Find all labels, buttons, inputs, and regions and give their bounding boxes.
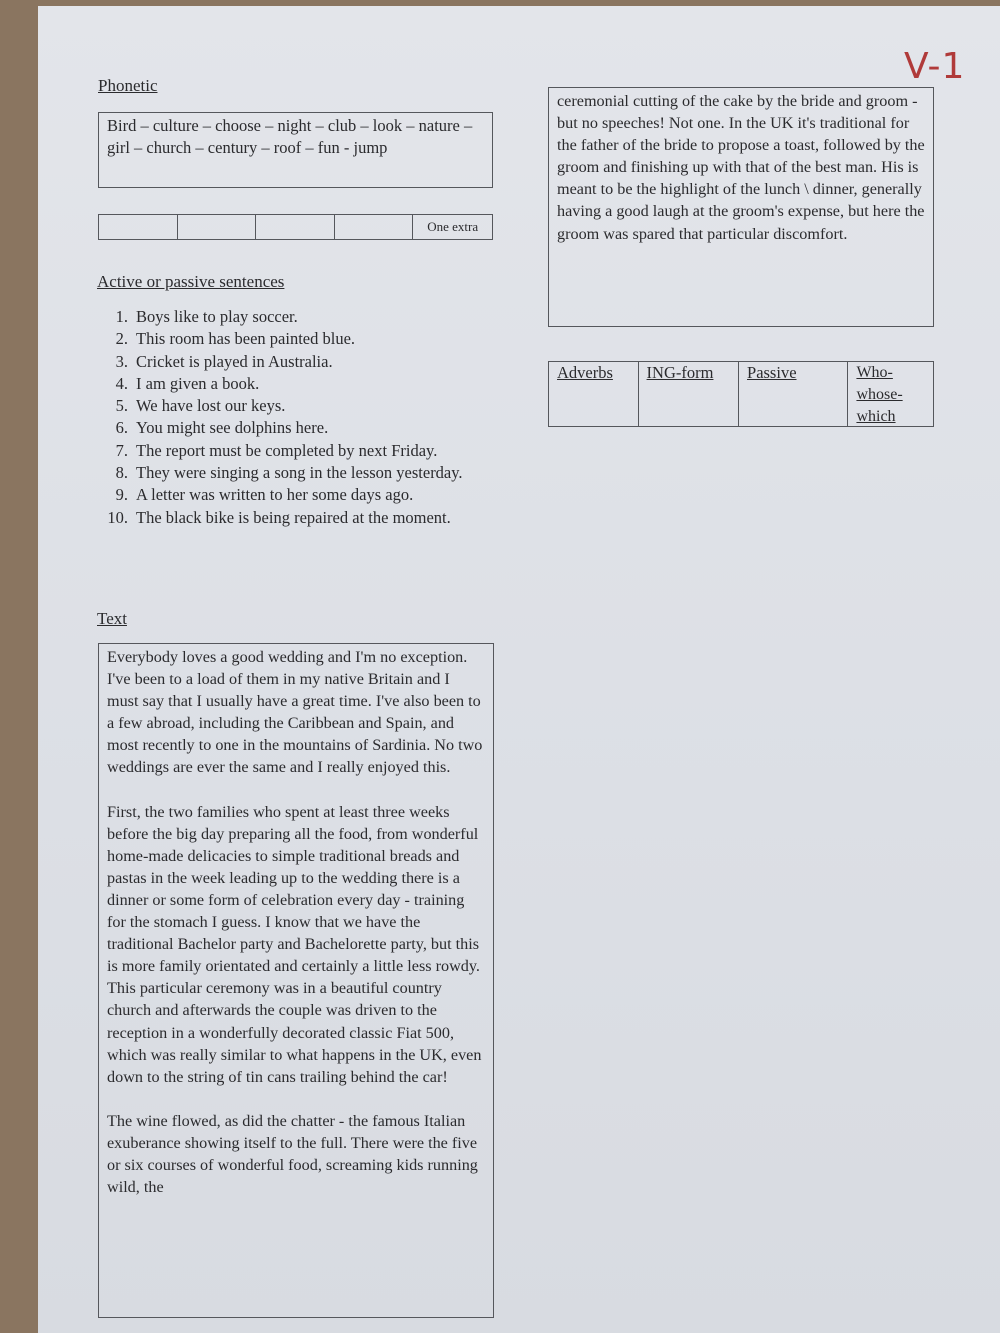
version-mark: V-1: [904, 46, 966, 87]
sentence-item: [98, 440, 498, 462]
sentence-text: The report must be completed by next Friday.: [136, 440, 438, 460]
sentence-text: We have lost our keys.: [136, 396, 286, 416]
text-paragraph-2: First, the two families who spent at least three weeks before the big day preparing all the food, from wonderful home-made delicacies to simple traditional breads and pastas in the week leading up to the wedding there is a dinner or some form of celebration every day - training for the stomach I guess. I know that we have the traditional Bachelor party and Bachelorette party, but this is more family orientated and certainly a little less rowdy. This particular ceremony was in a beautiful country church and afterwards the couple was driven to the reception in a wonderfully decorated classic Fiat 500, which was really similar to what happens in the UK, even down to the string of tin cans trailing behind the car!: [107, 802, 482, 1086]
grid-cell-one-extra[interactable]: [413, 215, 492, 239]
sentence-list: [98, 306, 498, 529]
sentence-text: The black bike is being repaired at the moment.: [136, 507, 451, 527]
sentence-number: 3.: [115, 351, 128, 371]
phonetic-heading: Phonetic: [98, 76, 158, 95]
grid-cell[interactable]: [178, 215, 257, 239]
sentence-text: Boys like to play soccer.: [136, 307, 298, 326]
continuation-text: ceremonial cutting of the cake by the bride and groom - but no speeches! Not one. In the UK it's traditional for the father of the bride to propose a toast, followed by the groom and finishing up with that of the best man. His is meant to be the highlight of the lunch \ dinner, generally having a good laugh at the groom's expense, but here the groom was spared that particular discomfort.: [557, 92, 925, 243]
text-paragraph-3: The wine flowed, as did the chatter - the famous Italian exuberance showing itself to the full. There were the five or six courses of wonderful food, screaming kids running wild, the: [107, 1111, 478, 1197]
sentence-item: [98, 462, 498, 484]
continuation-text-box: [548, 87, 934, 327]
reading-text-box: [98, 643, 494, 1318]
sentence-number: 7.: [115, 440, 128, 460]
sentence-text: You might see dolphins here.: [136, 418, 329, 438]
category-table: [548, 361, 934, 427]
active-passive-heading: Active or passive sentences: [97, 272, 285, 291]
sentence-item: [98, 351, 498, 373]
sentence-item: [98, 484, 498, 506]
sentence-item: [98, 507, 498, 529]
sentence-item: [98, 373, 498, 395]
sentence-number: 4.: [115, 373, 128, 393]
category-adverbs[interactable]: Adverbs: [549, 362, 639, 426]
phonetic-word-box: [98, 112, 493, 188]
category-passive[interactable]: Passive: [739, 362, 848, 426]
sentence-number: 6.: [115, 418, 128, 438]
grid-cell[interactable]: [256, 215, 335, 239]
sentence-text: Cricket is played in Australia.: [136, 351, 333, 371]
sentence-number: 2.: [115, 329, 128, 349]
category-ing-form[interactable]: ING-form: [639, 362, 739, 426]
sentence-number: 5.: [115, 396, 128, 416]
sentence-text: A letter was written to her some days ago.: [136, 485, 414, 505]
grid-cell[interactable]: [99, 215, 178, 239]
sentence-number: 1.: [115, 307, 128, 326]
grid-cell[interactable]: [335, 215, 414, 239]
sentence-number: 8.: [115, 463, 128, 483]
sentence-text: I am given a book.: [136, 373, 260, 393]
sentence-number: 9.: [115, 485, 128, 505]
sentence-item: [98, 306, 498, 328]
phonetic-answer-grid: [98, 214, 493, 240]
text-paragraph-1: Everybody loves a good wedding and I'm no exception. I've been to a load of them in my native Britain and I must say that I usually have a great time. I've also been to a few abroad, including the Caribbean and Spain, and most recently to one in the mountains of Sardinia. No two weddings are ever the same and I really enjoyed this.: [107, 648, 483, 777]
text-heading: Text: [97, 609, 127, 628]
worksheet-page: [38, 6, 1000, 1333]
sentence-number: 10.: [107, 507, 128, 527]
sentence-item: [98, 328, 498, 350]
sentence-item: [98, 417, 498, 439]
category-who-whose-which[interactable]: Who-whose-which: [856, 364, 903, 425]
sentence-text: They were singing a song in the lesson yesterday.: [136, 463, 463, 483]
sentence-text: This room has been painted blue.: [136, 329, 356, 349]
phonetic-words: Bird – culture – choose – night – club – look – nature – girl – church – century – roof – fun - jump: [107, 116, 473, 157]
one-extra-label: One extra: [427, 219, 479, 234]
sentence-item: [98, 395, 498, 417]
